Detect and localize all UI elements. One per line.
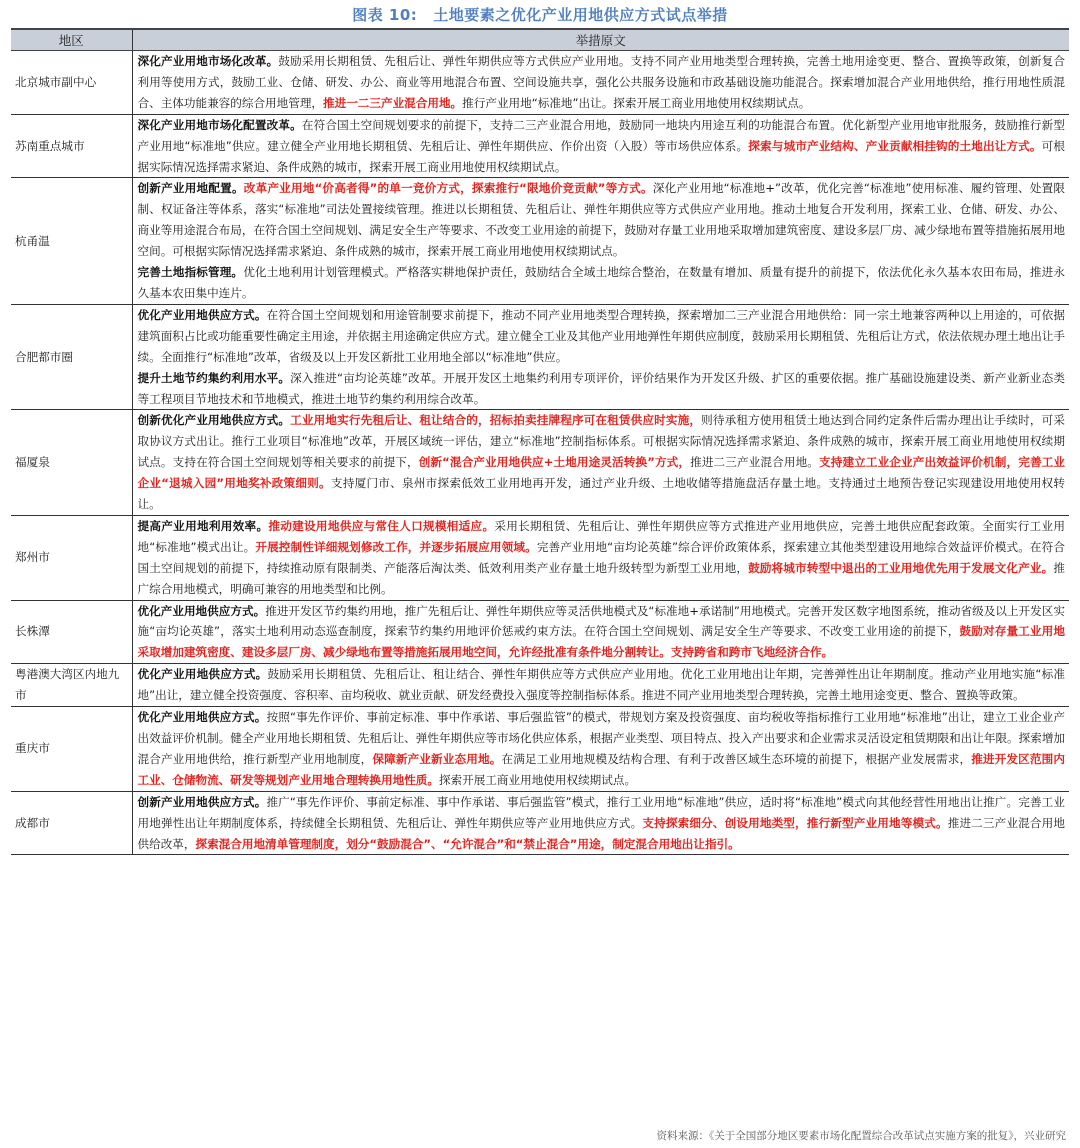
measure-heading: 完善土地指标管理。 <box>137 265 244 280</box>
measure-heading: 创新优化产业用地供应方式。 <box>137 413 291 428</box>
measures-cell <box>132 600 1069 664</box>
measure-paragraph <box>138 368 1066 410</box>
table-row <box>11 51 1069 115</box>
region-cell: 合肥都市圈 <box>11 304 132 410</box>
measure-heading: 提升土地节约集约利用水平。 <box>137 370 291 385</box>
measure-heading: 优化产业用地供应方式。 <box>137 667 268 682</box>
table-header-row <box>11 29 1069 51</box>
highlighted-text: 开展控制性详细规划修改工作，并逐步拓展应用领域。 <box>255 539 537 554</box>
measure-paragraph <box>138 707 1066 791</box>
measure-heading: 优化产业用地供应方式。 <box>137 603 266 618</box>
measure-heading: 创新产业用地供应方式。 <box>137 794 267 809</box>
measures-cell <box>132 707 1069 792</box>
table-row <box>11 410 1069 516</box>
measure-text: 推广“事先作评价、事前定标准、事中作承诺、事后强监管”模式，推行工业用地“标准地”供应，适时将“标准地”模式向其他经营性用地出让推广。完善工业用地弹性出让年期制度体系，持续健全长期租赁、先租后让、弹性年期供应等产业用地供应方式。 <box>137 794 1065 830</box>
measure-heading: 提高产业用地利用效率。 <box>137 518 269 533</box>
measure-heading: 优化产业用地供应方式。 <box>137 710 267 725</box>
measure-text: 深入推进“亩均论英雄”改革。开展开发区土地集约利用专项评价，评价结果作为开发区升级、扩区的重要依据。推广基础设施建设类、新产业新业态类等工程项目节地技术和节地模式，推进土地节约集约利用综合改革。 <box>137 370 1065 406</box>
highlighted-text: 保障新产业新业态用地。 <box>372 751 502 766</box>
measures-cell <box>132 178 1069 304</box>
measure-text: 按照“事先作评价、事前定标准、事中作承诺、事后强监管”的模式，带规划方案及投资强度、亩均税收等指标推行工业用地“标准地”出让，建立工业企业产出效益评价机制。健全产业用地长期租赁、先租后让、弹性年期供应等市场化供应体系，根据产业类型、项目特点、投入产出要求和企业需求灵活设定租赁期限和出让年限。探索增加混合产业用地供给，推行新型产业用地制度， <box>137 710 1066 766</box>
measure-paragraph <box>138 410 1066 515</box>
region-cell: 郑州市 <box>11 515 132 600</box>
region-cell: 长株潭 <box>11 600 132 664</box>
measure-text: 则待承租方使用租赁土地达到合同约定条件后需办理出让手续时，可采取协议方式出让。推行工业项目“标准地”改革，开展区域统一评估，建立“标准地”控制指标体系。可根据实际情况选择需求紧迫、条件成熟的城市，探索开展工商业用地使用权续期试点。支持在符合国土空间规划等相关要求的前提下， <box>137 413 1065 470</box>
measure-paragraph <box>138 115 1066 178</box>
highlighted-text: 推进开发区范围内工业、仓储物流、研发等规划产业用地合理转换用地性质。 <box>137 751 1065 787</box>
measure-text: 在满足工业用地规模及结构合理、有利于改善区域生态环境的前提下，根据产业发展需求， <box>501 751 972 766</box>
measures-table <box>11 28 1069 855</box>
measure-text: 推进二三产业混合用地供给改革， <box>137 815 1065 851</box>
table-row <box>11 515 1069 600</box>
measure-text: 推进开发区节约集约用地，推广先租后让、弹性年期供应等灵活供地模式及“标准地+承诺制”用地模式。完善开发区数字地图系统，推动省级及以上开发区实施“亩均论英雄”，落实土地利用动态巡查制度，探索节约集约用地评价惩戒约束方法。在符合国土空间规划、满足安全生产等要求、不改变工业用途的前提下， <box>137 603 1065 639</box>
measure-text: 优化土地利用计划管理模式。严格落实耕地保护责任，鼓励结合全域土地综合整治，在数量有增加、质量有提升的前提下，依法优化永久基本农田布局，推进永久基本农田集中连片。 <box>137 265 1065 300</box>
measure-paragraph <box>138 601 1066 664</box>
measure-paragraph <box>138 516 1066 600</box>
table-row <box>11 791 1069 855</box>
measure-paragraph <box>138 664 1066 706</box>
highlighted-text: 探索混合用地清单管理制度，划分“鼓励混合”、“允许混合”和“禁止混合”用途，制定混合用地出让指引。 <box>195 836 740 851</box>
measure-heading: 深化产业用地市场化改革。 <box>137 54 279 68</box>
highlighted-text: 推动建设用地供应与常住人口规模相适应。 <box>268 518 495 533</box>
table-row <box>11 304 1069 410</box>
measure-text: 推进二三产业混合用地。 <box>690 455 820 470</box>
measure-heading: 优化产业用地供应方式。 <box>137 307 267 322</box>
source-note: 资料来源：《关于全国部分地区要素市场化配置综合改革试点实施方案的批复》，兴业研究 <box>656 1130 1066 1142</box>
table-row <box>11 664 1069 707</box>
highlighted-text: 支持建立工业企业产出效益评价机制，完善工业企业“退城入园”用地奖补政策细则。 <box>137 455 1065 491</box>
measures-cell <box>132 515 1069 600</box>
measures-cell <box>132 791 1069 855</box>
measure-heading: 深化产业用地市场化配置改革。 <box>137 117 302 132</box>
region-cell: 粤港澳大湾区内地九市 <box>11 664 132 707</box>
highlighted-text: 推进一二三产业混合用地。 <box>323 95 463 110</box>
measures-cell <box>132 304 1069 410</box>
measure-paragraph <box>138 51 1066 114</box>
highlighted-text: 工业用地实行先租后让、租让结合的，招标拍卖挂牌程序可在租赁供应时实施， <box>290 413 702 428</box>
region-cell: 北京城市副中心 <box>11 51 132 115</box>
measures-cell <box>132 664 1069 707</box>
measure-text: 在符合国土空间规划和用途管制要求前提下，推动不同产业用地类型合理转换，探索增加二三产业混合用地供给：同一宗土地兼容两种以上用途的，可依据建筑面积占比或功能重要性确定主用途，并依据主用途确定供应方式。建立健全工业及其他产业用地弹性年期供应制度，鼓励采用长期租赁、先租后让方式，依法依规办理土地出让手续。全面推行“标准地”改革，省级及以上开发区新批工业用地全部以“标准地”供应。 <box>137 307 1066 364</box>
figure-title-text: 土地要素之优化产业用地供应方式试点举措 <box>433 6 728 24</box>
measures-cell <box>132 51 1069 115</box>
measure-heading: 创新产业用地配置。 <box>137 181 244 196</box>
figure-number: 图表 10: <box>352 6 418 24</box>
table-row <box>11 114 1069 178</box>
region-cell: 成都市 <box>11 791 132 855</box>
highlighted-text: 鼓励将城市转型中退出的工业用地优先用于发展文化产业。 <box>748 560 1054 575</box>
measure-text: 推行产业用地“标准地”出让。探索开展工商业用地使用权续期试点。 <box>462 95 811 110</box>
measure-text: 鼓励采用长期租赁、先租后让、租让结合、弹性年期供应等方式供应产业用地。优化工业用地出让年期，完善弹性出让年期制度。推动产业用地实施“标准地”出让，建立健全投资强度、容积率、亩均税收、就业贡献、研发经费投入强度等控制指标体系。推进不同产业用地类型合理转换，完善土地用途变更、整合、置换等政策。 <box>137 667 1065 703</box>
region-cell: 重庆市 <box>11 707 132 792</box>
measure-paragraph <box>138 262 1066 304</box>
region-cell: 杭甬温 <box>11 178 132 304</box>
table-row <box>11 178 1069 304</box>
highlighted-text: 探索与城市产业结构、产业贡献相挂钩的土地出让方式。 <box>748 138 1042 153</box>
header-measures: 举措原文 <box>132 29 1069 51</box>
table-row <box>11 600 1069 664</box>
measure-text: 探索开展工商业用地使用权续期试点。 <box>438 772 637 787</box>
measures-cell <box>132 410 1069 516</box>
header-region: 地区 <box>11 29 132 51</box>
highlighted-text: 创新“混合产业用地供应+土地用途灵活转换”方式， <box>418 455 691 470</box>
region-cell: 苏南重点城市 <box>11 114 132 178</box>
measure-text: 深化产业用地“标准地+”改革，优化完善“标准地”使用标准、履约管理、处置限制、权证备注等体系，落实“标准地”司法处置接续管理。推进以长期租赁、先租后让、弹性年期供应等方式供应产业用地。推动土地复合开发利用，探索工业、仓储、研发、办公、商业等用途混合布局，在符合国土空间规划、满足安全生产等要求、不改变工业用途的前提下，鼓励对存量工业用地采取增加建筑密度、建设多层厂房、减少绿地布置等措施拓展用地空间。可根据实际情况选择需求紧迫、条件成熟的城市，探索开展工商业用地使用权续期试点。 <box>137 181 1066 259</box>
measure-paragraph <box>138 305 1066 368</box>
region-cell: 福厦泉 <box>11 410 132 516</box>
highlighted-text: 改革产业用地“价高者得”的单一竞价方式，探索推行“限地价竞贡献”等方式。 <box>243 181 653 196</box>
measure-paragraph <box>138 792 1066 855</box>
highlighted-text: 支持探索细分、创设用地类型，推行新型产业用地等模式。 <box>642 815 948 830</box>
measure-text: 在符合国土空间规划要求的前提下，支持二三产业混合用地，鼓励同一地块内用途互利的功能混合布置。优化新型产业用地审批服务，鼓励推行新型产业用地“标准地”供应。建立健全产业用地长期租赁、先租后让、弹性年期供应、作价出资（入股）等市场供应体系。 <box>137 117 1065 153</box>
measure-text: 可根据实际情况选择需求紧迫、条件成熟的城市，探索开展工商业用地使用权续期试点。 <box>137 138 1065 174</box>
measure-text: 完善产业用地“亩均论英雄”综合评价政策体系，探索建立其他类型建设用地综合效益评价模式。在符合国土空间规划的前提下，持续推动原有限制类、产能落后淘汰类、低效利用类产业存量土地升级转型为新型工业用地， <box>137 539 1065 575</box>
table-row <box>11 707 1069 792</box>
measure-text: 采用长期租赁、先租后让、弹性年期供应等方式推进产业用地供应，完善土地供应配套政策。全面实行工业用地“标准地”模式出让。 <box>137 518 1065 554</box>
measure-text: 支持厦门市、泉州市探索低效工业用地再开发，通过产业升级、土地收储等措施盘活存量土地。支持通过土地预告登记实现建设用地使用权转让。 <box>137 476 1065 512</box>
measure-text: 鼓励采用长期租赁、先租后让、弹性年期供应等方式供应产业用地。支持不同产业用地类型合理转换，完善土地用途变更、整合、置换等政策，创新复合利用等使用方式，鼓励工业、仓储、研发、办公、商业等用地混合布置、空间设施共享，强化公共服务设施和市政基础设施功能混合。探索增加混合产业用地供给，推行用地性质混合、主体功能兼容的综合用地管理， <box>137 54 1065 110</box>
measure-paragraph <box>138 178 1066 262</box>
figure-title <box>0 4 1080 25</box>
highlighted-text: 鼓励对存量工业用地采取增加建筑密度、建设多层厂房、减少绿地布置等措施拓展用地空间，允许经批准有条件地分割转让。支持跨省和跨市飞地经济合作。 <box>137 624 1065 660</box>
measures-cell <box>132 114 1069 178</box>
measure-text: 推广综合用地模式，明确可兼容的用地类型和比例。 <box>137 560 1065 596</box>
